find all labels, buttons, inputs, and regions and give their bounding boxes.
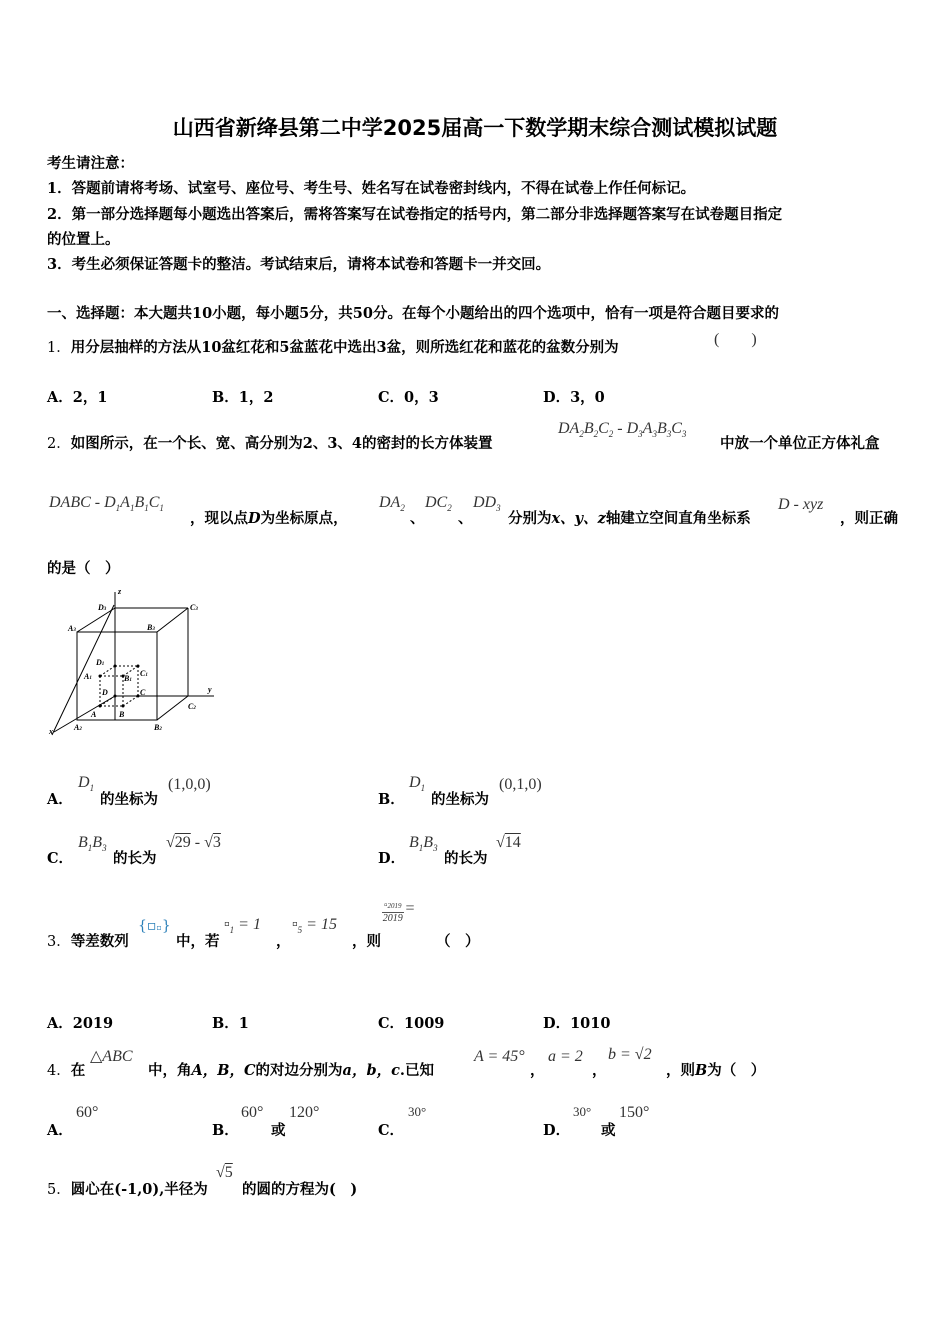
svg-text:x: x <box>49 727 53 736</box>
q4-option-b-value-1: 60° <box>241 1104 264 1121</box>
q1-option-d[interactable]: D．3，0 <box>543 389 605 406</box>
svg-text:A3: A3 <box>68 624 76 633</box>
q4-text-1: 在 <box>70 1062 86 1079</box>
q4-b-eq: b = √2 <box>608 1046 652 1063</box>
q2-option-b-d1: $D_1$ <box>409 774 426 794</box>
question-1 <box>47 336 619 357</box>
q3-sequence-braces: {▫▫} <box>138 918 171 934</box>
q2-option-a-label[interactable]: A． <box>47 791 73 808</box>
svg-text:y: y <box>208 685 212 694</box>
x-axis <box>54 696 115 732</box>
q5-text-1: 圆心在(-1,0),半径为 <box>70 1181 208 1198</box>
q2-cuboid-expr: $DA_2B_2C_2 - D_3A_3B_3C_3$ <box>558 420 687 440</box>
q2-option-b-text: 的坐标为 <box>431 791 489 808</box>
q2-point-d: D <box>248 510 261 527</box>
q2-option-c-text: 的长为 <box>113 850 157 867</box>
q4-text-2e: .已知 <box>399 1062 434 1079</box>
q4-option-b-label[interactable]: B． <box>212 1122 239 1139</box>
svg-text:D3: D3 <box>98 603 107 612</box>
q2-cube-expr: DABC - $D_1A_1B_1C_1$ <box>49 494 164 514</box>
q1-number: 1． <box>47 340 71 356</box>
q4-option-d-value-1: 30° <box>573 1104 592 1119</box>
svg-text:B2: B2 <box>154 723 162 732</box>
q2-option-d-text: 的长为 <box>444 850 488 867</box>
q2-option-d-label[interactable]: D． <box>378 850 406 867</box>
q1-answer-paren: ( ) <box>714 331 757 348</box>
question-2-line-2 <box>190 507 348 528</box>
q4-option-d-value-2: 150° <box>619 1104 650 1121</box>
svg-text:C2: C2 <box>188 702 196 711</box>
q2-option-c-label[interactable]: C． <box>47 850 74 867</box>
q2-text-6b: 轴建立空间直角坐标系 <box>605 510 751 527</box>
q4-tail <box>666 1059 765 1080</box>
q3-a1: $▫_1 = 1$ <box>224 916 261 936</box>
q4-option-d-label[interactable]: D． <box>543 1122 571 1139</box>
question-2-line-1 <box>47 432 493 453</box>
q2-option-b-label[interactable]: B． <box>378 791 405 808</box>
q4-option-b-or: 或 <box>271 1122 286 1139</box>
q4-text-2: 中，角 <box>148 1062 192 1079</box>
notice-line-2b: 的位置上。 <box>47 231 120 248</box>
q3-text-4: ，则 <box>352 933 381 950</box>
q3-text-1: 等差数列 <box>70 933 129 950</box>
q3-a5: $▫_5 = 15$ <box>292 916 337 936</box>
q2-text-3b: 为坐标原点， <box>260 510 348 527</box>
q2-option-c-seg: $B_1B_3$ <box>78 834 107 854</box>
q5-radius-value: 5 <box>224 1164 233 1181</box>
notice-line-3: 3．考生必须保证答题卡的整洁。考试结束后，请将本试卷和答题卡一并交回。 <box>47 256 551 273</box>
q3-option-d[interactable]: D．1010 <box>543 1015 611 1032</box>
svg-text:z: z <box>118 587 122 596</box>
q4-option-a-label[interactable]: A． <box>47 1122 73 1139</box>
q4-option-a-value: 60° <box>76 1104 99 1121</box>
q2-option-d-value: √14 <box>496 834 521 851</box>
q5-radius: √5 <box>216 1164 233 1181</box>
q4-text-2d: a，b，c <box>342 1062 400 1079</box>
q3-fraction: $\frac{▫2019}{2019}$ = <box>382 900 415 924</box>
q2-text-3: ，现以点 <box>190 510 248 527</box>
q2-text-7: ，则正确 <box>840 510 898 527</box>
svg-text:A1: A1 <box>84 672 92 681</box>
q4-option-c-value: 30° <box>408 1104 427 1119</box>
cuboid-figure <box>44 584 224 740</box>
q3-text-2: 中，若 <box>176 933 220 950</box>
svg-text:B: B <box>119 710 125 719</box>
q2-option-c-val1: 29 <box>174 834 191 851</box>
svg-text:D1: D1 <box>96 658 105 667</box>
q4-text-3: ，则 <box>666 1062 695 1079</box>
question-4 <box>47 1059 85 1080</box>
q4-option-d-or: 或 <box>601 1122 616 1139</box>
q4-angle-a: A = 45° <box>474 1048 525 1065</box>
q4-comma-1: ， <box>530 1062 545 1079</box>
q2-option-c-minus: - <box>190 834 205 851</box>
q3-text-3: ， <box>276 933 291 950</box>
q1-option-b[interactable]: B．1，2 <box>212 389 274 406</box>
notice-heading: 考生请注意： <box>47 155 134 172</box>
notice-line-1: 1．答题前请将考场、试室号、座位号、考生号、姓名写在试卷密封线内，不得在试卷上作任何标记。 <box>47 180 696 197</box>
q2-option-a-value: (1,0,0) <box>168 776 211 793</box>
svg-text:C1: C1 <box>140 669 148 678</box>
q2-coord-system: D - xyz <box>778 496 824 513</box>
q4-a-eq: a = 2 <box>548 1048 583 1065</box>
q3-number: 3． <box>47 934 71 950</box>
q4-text-3b: B <box>695 1062 708 1079</box>
svg-text:A2: A2 <box>74 723 82 732</box>
q3-frac-num: 2019 <box>387 902 402 910</box>
q2-option-a-text: 的坐标为 <box>100 791 158 808</box>
q4-number: 4． <box>47 1063 71 1079</box>
q3-a5-value: 15 <box>320 916 337 933</box>
q1-text: 用分层抽样的方法从10盆红花和5盆蓝花中选出3盆，则所选红花和蓝花的盆数分别为 <box>70 339 619 356</box>
q2-text-8: 的是（ ） <box>47 560 120 577</box>
svg-text:A: A <box>91 710 97 719</box>
q2-axes: x、y、z <box>551 510 606 527</box>
q2-dd3: $DD_3$ <box>473 494 501 514</box>
q4-text-3c: 为（ ） <box>707 1062 766 1079</box>
page-title: 山西省新绛县第二中学2025届高一下数学期末综合测试模拟试题 <box>172 116 778 140</box>
notice-line-2a: 2．第一部分选择题每小题选出答案后，需将答案写在试卷指定的括号内，第二部分非选择题答案写在试卷题目指定 <box>47 206 783 223</box>
section-heading: 一、选择题：本大题共10小题，每小题5分，共50分。在每个小题给出的四个选项中，恰有一项是符合题目要求的 <box>47 305 779 322</box>
q3-option-a[interactable]: A．2019 <box>47 1015 114 1032</box>
question-3 <box>47 930 129 951</box>
q2-number: 2． <box>47 436 71 452</box>
q2-text-6: 分别为 <box>508 510 552 527</box>
q2-option-d-seg: $B_1B_3$ <box>409 834 438 854</box>
q2-option-b-value: (0,1,0) <box>499 776 542 793</box>
q5-text-2: 的圆的方程为( ) <box>242 1181 358 1198</box>
q4-text-2c: 的对边分别为 <box>255 1062 343 1079</box>
svg-text:C3: C3 <box>190 603 198 612</box>
q5-number: 5． <box>47 1182 71 1198</box>
axis-z-line <box>52 605 114 735</box>
q3-option-b[interactable]: B．1 <box>212 1015 249 1032</box>
q4-option-b-value-2: 120° <box>289 1104 320 1121</box>
svg-text:B3: B3 <box>147 623 155 632</box>
q2-option-a-d1: $D_1$ <box>78 774 95 794</box>
question-2-line-2b <box>508 507 751 528</box>
q2-sep-2: 、 <box>458 510 473 527</box>
q2-da2: $DA_2$ <box>379 494 405 514</box>
q4-comma-2: ， <box>592 1062 607 1079</box>
q1-option-c[interactable]: C．0，3 <box>378 389 439 406</box>
q3-a1-value: 1 <box>252 916 261 933</box>
q2-text-1: 如图所示，在一个长、宽、高分别为2、3、4的密封的长方体装置 <box>70 435 493 452</box>
q1-option-a[interactable]: A．2，1 <box>47 389 108 406</box>
q3-frac-den: 2019 <box>382 913 403 924</box>
q3-option-c[interactable]: C．1009 <box>378 1015 445 1032</box>
svg-text:C: C <box>140 688 146 697</box>
q2-option-c-value: √29 - √3 <box>166 834 221 851</box>
svg-text:D: D <box>102 688 108 697</box>
q3-answer-paren: （ ） <box>436 933 480 950</box>
q4-option-c-label[interactable]: C． <box>378 1122 405 1139</box>
q4-text-2b: A，B，C <box>191 1062 256 1079</box>
q2-option-c-val2: 3 <box>212 834 221 851</box>
q4-line <box>148 1059 434 1080</box>
q2-option-d-val: 14 <box>504 834 521 851</box>
q2-sep-1: 、 <box>410 510 425 527</box>
svg-text:B1: B1 <box>124 674 132 683</box>
question-5 <box>47 1178 208 1199</box>
q2-text-2: 中放一个单位正方体礼盒 <box>720 435 880 452</box>
q4-triangle: △ABC <box>90 1048 133 1065</box>
q2-dc2: $DC_2$ <box>425 494 452 514</box>
